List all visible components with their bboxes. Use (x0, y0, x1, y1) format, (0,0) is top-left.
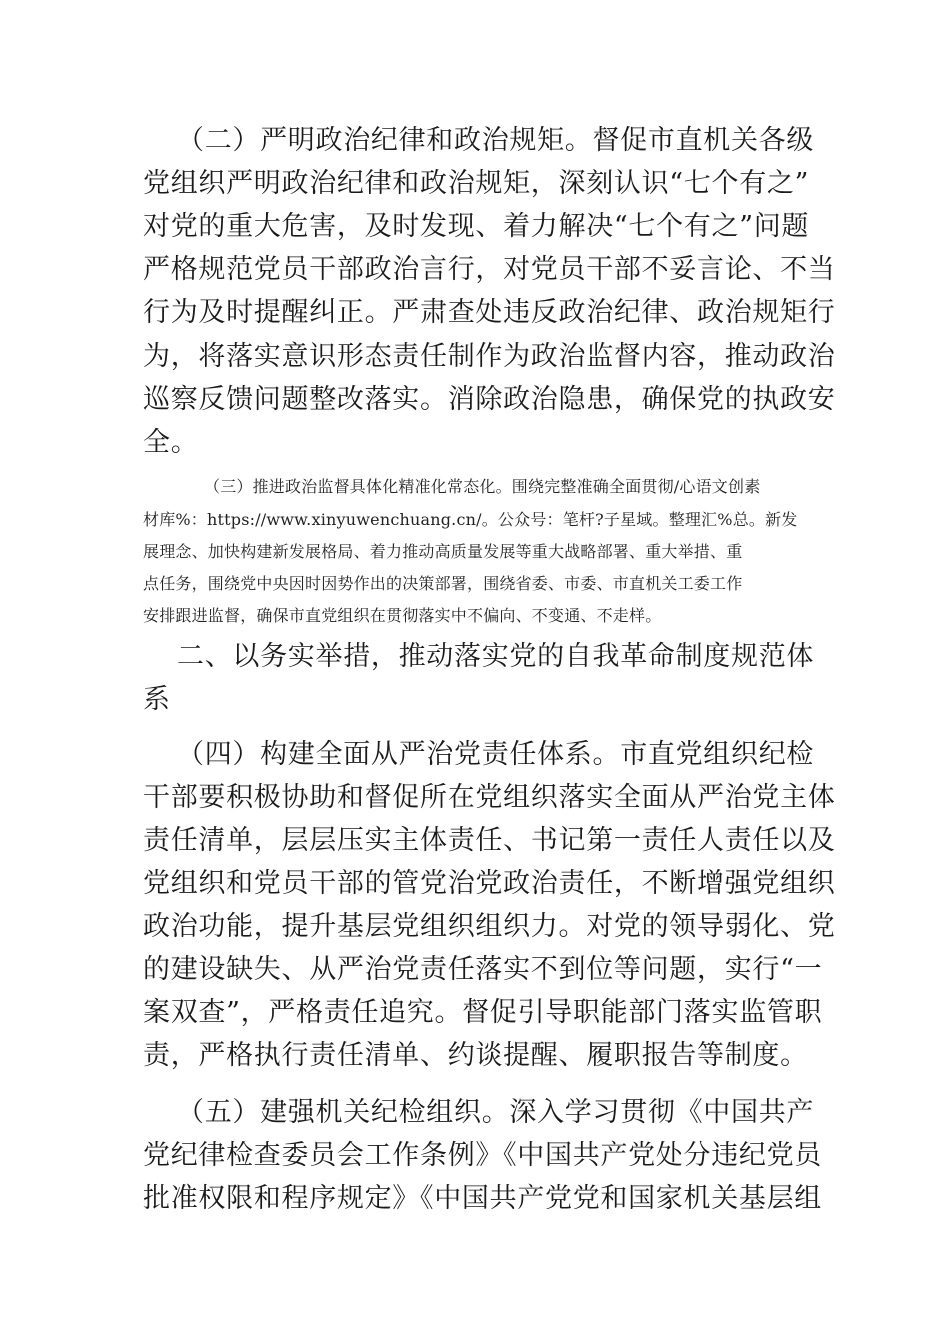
para-4-line-7: 案双查”，严格责任追究。督促引导职能部门落实监管职 (143, 997, 823, 1028)
para-4-line-3: 责任清单，层层压实主体责任、书记第一责任人责任以及 (143, 825, 836, 856)
para-2-line-3: 对党的重大危害，及时发现、着力解决“七个有之”问题 (143, 211, 810, 242)
para-3-line-5: 安排跟进监督，确保市直党组织在贯彻落实中不偏向、不变通、不走样。 (143, 606, 662, 625)
section-heading-line-2: 系 (143, 684, 171, 715)
para-2-line-5: 行为及时提醒纠正。严肃查处违反政治纪律、政治规矩行 (143, 297, 836, 328)
section-heading-line-1: 二、以务实举措，推动落实党的自我革命制度规范体 (177, 641, 815, 672)
para-2-line-1: （二）严明政治纪律和政治规矩。督促市直机关各级 (177, 125, 815, 156)
para-3-line-4: 点任务，围绕党中央因时因势作出的决策部署，围绕省委、市委、市直机关工委工作 (143, 574, 743, 593)
para-2-line-6: 为，将落实意识形态责任制作为政治监督内容，推动政治 (143, 341, 836, 372)
para-5-line-3: 批准权限和程序规定》《中国共产党党和国家机关基层组 (143, 1183, 822, 1214)
para-4-line-6: 的建设缺失、从严治党责任落实不到位等问题，实行“一 (143, 954, 823, 985)
para-4-line-1: （四）构建全面从严治党责任体系。市直党组织纪检 (177, 739, 815, 770)
para-3-line-3: 展理念、加快构建新发展格局、着力推动高质量发展等重大战略部署、重大举措、重 (143, 542, 743, 561)
para-2-line-8: 全。 (143, 427, 199, 458)
para-4-line-8: 责，严格执行责任清单、约谈提醒、履职报告等制度。 (143, 1040, 808, 1071)
para-5-line-2: 党纪律检查委员会工作条例》《中国共产党处分违纪党员 (143, 1140, 822, 1171)
para-4-line-4: 党组织和党员干部的管党治党政治责任，不断增强党组织 (143, 868, 836, 899)
para-3-line-1: （三）推进政治监督具体化精准化常态化。围绕完整准确全面贯彻/心语文创素 (204, 477, 761, 496)
para-5-line-1: （五）建强机关纪检组织。深入学习贯彻《中国共产 (177, 1097, 815, 1128)
para-2-line-2: 党组织严明政治纪律和政治规矩，深刻认识“七个有之” (143, 168, 810, 199)
para-2-line-7: 巡察反馈问题整改落实。消除政治隐患，确保党的执政安 (143, 384, 836, 415)
para-4-line-5: 政治功能，提升基层党组织组织力。对党的领导弱化、党 (143, 911, 836, 942)
para-3-line-2: 材库%：https://www.xinyuwenchuang.cn/。公众号：笔杆?子星域。整理汇%总。新发 (143, 510, 798, 529)
para-4-line-2: 干部要积极协助和督促所在党组织落实全面从严治党主体 (143, 782, 836, 813)
para-2-line-4: 严格规范党员干部政治言行，对党员干部不妥言论、不当 (143, 254, 836, 285)
